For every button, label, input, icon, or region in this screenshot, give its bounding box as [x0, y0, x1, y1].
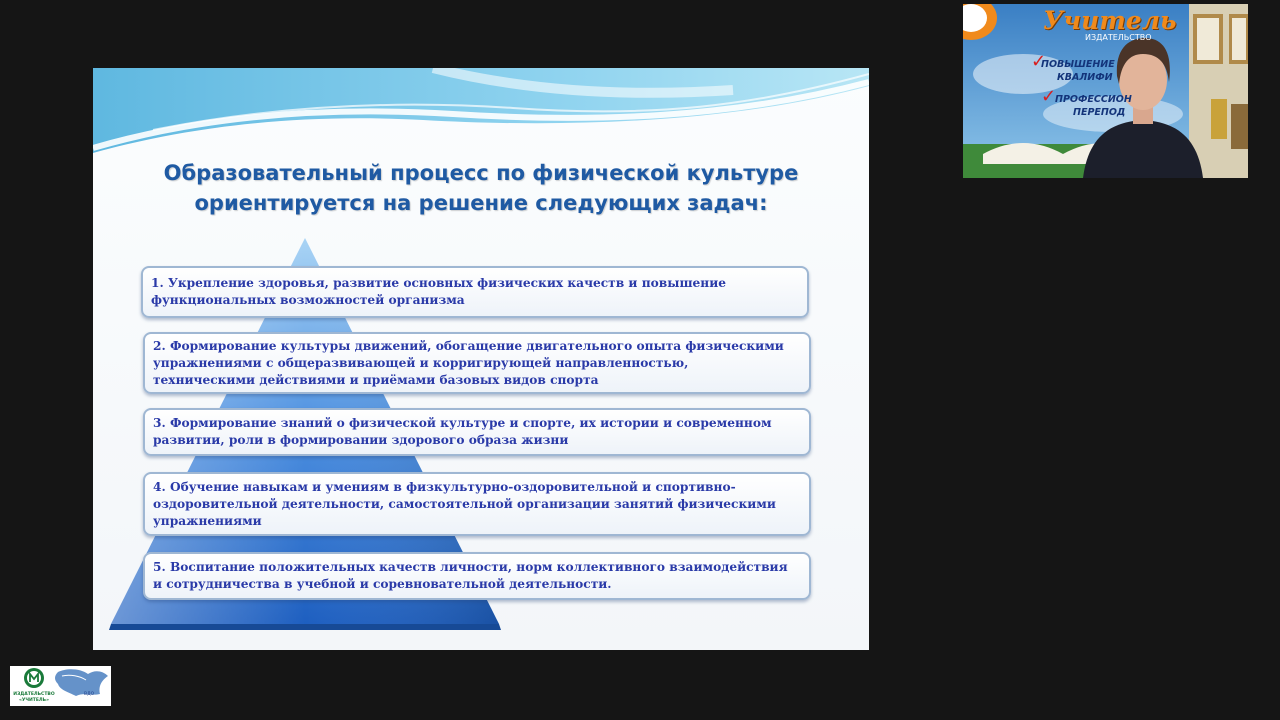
slide-title-line-2: ориентируется на решение следующих задач:: [194, 191, 768, 215]
task-2-line-2: упражнениями с общеразвивающей и корригирующей направленностью,: [153, 355, 689, 370]
logo-right-caption: ВДО: [84, 692, 95, 697]
slide-title-line-1: Образовательный процесс по физической культуре: [163, 161, 799, 185]
task-5-line-1: 5. Воспитание положительных качеств личности, норм коллективного взаимодействия: [153, 560, 788, 574]
task-1-line-1: 1. Укрепление здоровья, развитие основных физических качеств и повышение: [151, 276, 727, 290]
slide-title: [113, 158, 849, 218]
banner-line-1: ПОВЫШЕНИЕ: [1041, 59, 1115, 70]
task-5-line-2: и сотрудничества в учебной и соревновательной деятельности.: [153, 577, 612, 591]
task-3-line-1: 3. Формирование знаний о физической культуре и спорте, их истории и современном: [153, 416, 772, 430]
banner-subtitle: ИЗДАТЕЛЬСТВО: [1085, 33, 1152, 42]
task-1-line-2: функциональных возможностей организма: [151, 293, 465, 307]
banner-line-2: КВАЛИФИ: [1057, 72, 1113, 83]
task-item-4: [143, 472, 811, 536]
check-icon: ✓: [1041, 86, 1057, 107]
check-icon: ✓: [1031, 51, 1047, 72]
task-4-line-2: оздоровительной деятельности, самостоятельной организации занятий физическими: [153, 496, 776, 511]
task-item-3: [143, 408, 811, 456]
task-item-2: [143, 332, 811, 394]
banner-brand-text: Учитель: [1043, 6, 1177, 35]
slide-header-wave: [93, 68, 869, 168]
task-3-line-2: развитии, роли в формировании здорового образа жизни: [153, 433, 569, 447]
task-4-line-1: 4. Обучение навыкам и умениям в физкультурно-оздоровительной и спортивно-: [153, 479, 736, 494]
logo-caption-line-1: ИЗДАТЕЛЬСТВО: [13, 692, 55, 697]
task-2-line-1: 2. Формирование культуры движений, обогащение двигательного опыта физическими: [153, 338, 784, 353]
task-item-1: [141, 266, 809, 318]
publisher-logo: [10, 666, 111, 706]
presentation-slide: [93, 68, 869, 650]
task-2-line-3: техническими действиями и приёмами базовых видов спорта: [153, 372, 599, 387]
banner-line-3: ПРОФЕССИОН: [1055, 94, 1132, 105]
logo-caption-line-2: «УЧИТЕЛЬ»: [19, 697, 49, 703]
webcam-video: [963, 4, 1248, 178]
task-4-line-3: упражнениями: [153, 513, 262, 528]
banner-line-4: ПЕРЕПОД: [1073, 107, 1126, 118]
logo-caption: [12, 692, 56, 703]
task-item-5: [143, 552, 811, 600]
